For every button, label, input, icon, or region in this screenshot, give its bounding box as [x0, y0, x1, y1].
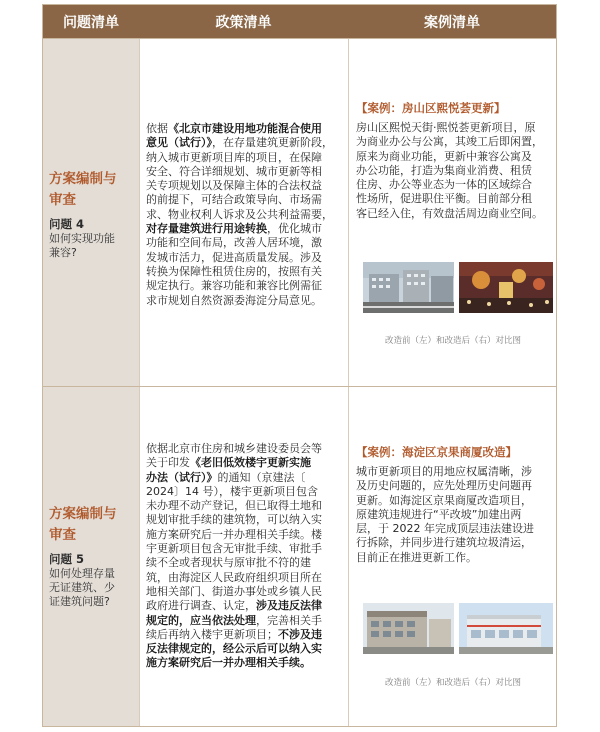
table-row	[43, 38, 556, 386]
policy-text	[146, 442, 344, 671]
problem-cell	[43, 39, 139, 386]
emphasis-text: 反法律规定的，经公示后可以纳入实	[146, 642, 322, 656]
text-line: 性场所，促进职住平衡。目前部分租	[356, 192, 532, 206]
policy-table	[42, 4, 557, 727]
question-number: 问题 5	[49, 552, 85, 566]
text-line	[146, 151, 344, 165]
text-line	[146, 122, 344, 136]
text-line: 原来为商业功能，更新中兼容公寓及	[356, 149, 532, 163]
text-line: 行拆除，并同步进行建筑垃圾清运，	[356, 536, 532, 550]
text-line: 为商业办公与公寓，其竣工后即闲置，	[356, 135, 543, 149]
text-run: ，在存量建筑更新阶段，	[212, 136, 333, 150]
text-line: 房山区熙悦天街·熙悦荟更新项目，原	[356, 121, 536, 134]
photo-caption: 改造前（左）和改造后（右）对比图	[384, 678, 521, 688]
table-header	[43, 5, 556, 38]
text-line	[146, 208, 344, 222]
text-line	[146, 294, 344, 308]
text-run: 依据北京市住房和城乡建设委员会等	[146, 442, 322, 455]
emphasis-text: 施方案研究后一并办理相关手续。	[146, 656, 311, 670]
text-line: 客已经入住，有效盘活周边商业空间。	[356, 206, 543, 220]
text-line	[146, 599, 344, 613]
text-line	[146, 656, 344, 670]
text-line: 层，于 2022 年完成顶层违法建设进	[356, 522, 534, 536]
text-line	[146, 585, 344, 599]
text-line	[146, 471, 344, 485]
text-line	[146, 193, 344, 207]
text-line	[146, 456, 344, 470]
text-run: 地相关部门、街道办事处或乡镇人民	[146, 584, 322, 598]
text-run: 筑，由海淀区人民政府组织项目所在	[146, 570, 322, 584]
text-line	[146, 179, 344, 193]
emphasis-text: 涉及违反法律	[256, 599, 322, 613]
after-photo	[459, 262, 553, 313]
text-run: 安全、符合详细规划、城市更新等相	[146, 164, 322, 178]
header-problems: 问题清单	[63, 14, 119, 31]
before-photo	[363, 262, 454, 313]
text-line	[146, 485, 344, 499]
text-run: 续不全或者现状与原审批不符的建	[146, 556, 311, 570]
emphasis-text: 意见（试行）》	[146, 136, 212, 150]
policy-cell	[139, 39, 348, 386]
header-policies: 政策清单	[215, 14, 272, 31]
text-run: 的前提下，可结合政策导向、市场需	[146, 193, 322, 207]
emphasis-text: 对存量建筑进行用途转换	[146, 222, 267, 236]
text-line	[146, 628, 344, 642]
after-photo	[459, 603, 553, 654]
text-run: 求市规划自然资源委海淀分局意见。	[146, 293, 322, 307]
emphasis-text: 不涉及违	[278, 627, 322, 641]
question-number: 问题 4	[49, 217, 85, 231]
category-label: 方案编制与 审查	[49, 506, 117, 543]
text-run: 功能和空间布局，改善人居环境，激	[146, 236, 322, 250]
text-run: 续后再纳入楼宇更新项目；	[146, 627, 278, 641]
text-line	[146, 165, 344, 179]
case-title: 【案例：海淀区京果商厦改造】	[356, 445, 517, 459]
text-run: 规划审批手续的建筑物，可以纳入实	[146, 513, 322, 527]
emphasis-text: 《北京市建设用地功能混合使用	[168, 122, 322, 135]
text-line	[146, 513, 344, 527]
category-label: 方案编制与 审查	[49, 171, 117, 208]
text-line	[146, 251, 344, 265]
text-line	[146, 542, 344, 556]
text-run: 规定执行。兼容功能和兼容比例需征	[146, 279, 322, 293]
case-cell	[348, 387, 556, 726]
text-run: 施方案研究后一并办理相关手续。楼	[146, 527, 322, 541]
case-title: 【案例：房山区熙悦荟更新】	[356, 101, 506, 115]
text-line	[146, 642, 344, 656]
text-line: 城市更新项目的用地应权属清晰，涉	[356, 465, 532, 478]
before-photo	[363, 603, 454, 654]
text-line	[146, 571, 344, 585]
text-run: 发城市活力，促进高质量发展。涉及	[146, 250, 322, 264]
text-line	[146, 442, 344, 456]
text-run: 的通知（京建法〔	[217, 470, 306, 484]
problem-cell	[43, 387, 139, 726]
text-run: ，完善相关手	[256, 613, 322, 627]
question-text: 如何处理存量 无证建筑、少 证建筑问题?	[49, 567, 115, 608]
text-run: 纳入城市更新项目库的项目，在保障	[146, 150, 322, 164]
emphasis-text: 规定的，应当依法处理	[146, 613, 256, 627]
text-line: 办公功能，打造为集商业消费、租赁	[356, 163, 532, 177]
policy-cell	[139, 387, 348, 726]
text-run: 转换为保障性租赁住房的，按照有关	[146, 264, 322, 278]
text-run: 2024〕14 号），楼宇更新项目包含	[146, 484, 318, 498]
text-line	[146, 499, 344, 513]
question-text: 如何实现功能 兼容?	[49, 232, 115, 259]
case-cell	[348, 39, 556, 386]
text-run: 依据	[146, 122, 168, 135]
text-run: 关于印发	[146, 456, 190, 470]
text-run: 关专项规划以及保障主体的合法权益	[146, 179, 322, 193]
text-line: 原建筑违规进行“平改坡”加建出两	[356, 507, 522, 521]
photo-caption: 改造前（左）和改造后（右）对比图	[384, 336, 521, 346]
text-line	[146, 136, 344, 150]
text-line: 住房、办公等业态为一体的区域综合	[356, 178, 532, 192]
text-line: 更新。如海淀区京果商厦改造项目，	[356, 493, 532, 507]
text-line	[146, 236, 344, 250]
text-run: ，优化城市	[267, 222, 322, 236]
emphasis-text: 办法（试行）》	[146, 470, 218, 484]
case-text	[356, 121, 552, 221]
case-text	[356, 465, 552, 565]
text-line: 目前正在推进更新工作。	[356, 550, 477, 564]
text-line	[146, 556, 344, 570]
text-line	[146, 222, 344, 236]
text-line	[146, 614, 344, 628]
text-line	[146, 528, 344, 542]
text-line: 及历史问题的，应先处理历史问题再	[356, 479, 532, 493]
text-run: 政府进行调查、认定，	[146, 599, 256, 613]
header-cases: 案例清单	[424, 14, 480, 31]
text-run: 求、物业权利人诉求及公共利益需要，	[146, 207, 333, 221]
table-row	[43, 386, 556, 726]
policy-text	[146, 122, 344, 308]
text-line	[146, 279, 344, 293]
emphasis-text: 《老旧低效楼宇更新实施	[190, 456, 311, 470]
text-run: 未办理不动产登记，但已取得土地和	[146, 499, 322, 513]
text-line	[146, 265, 344, 279]
text-run: 宇更新项目包含无审批手续、审批手	[146, 542, 322, 556]
